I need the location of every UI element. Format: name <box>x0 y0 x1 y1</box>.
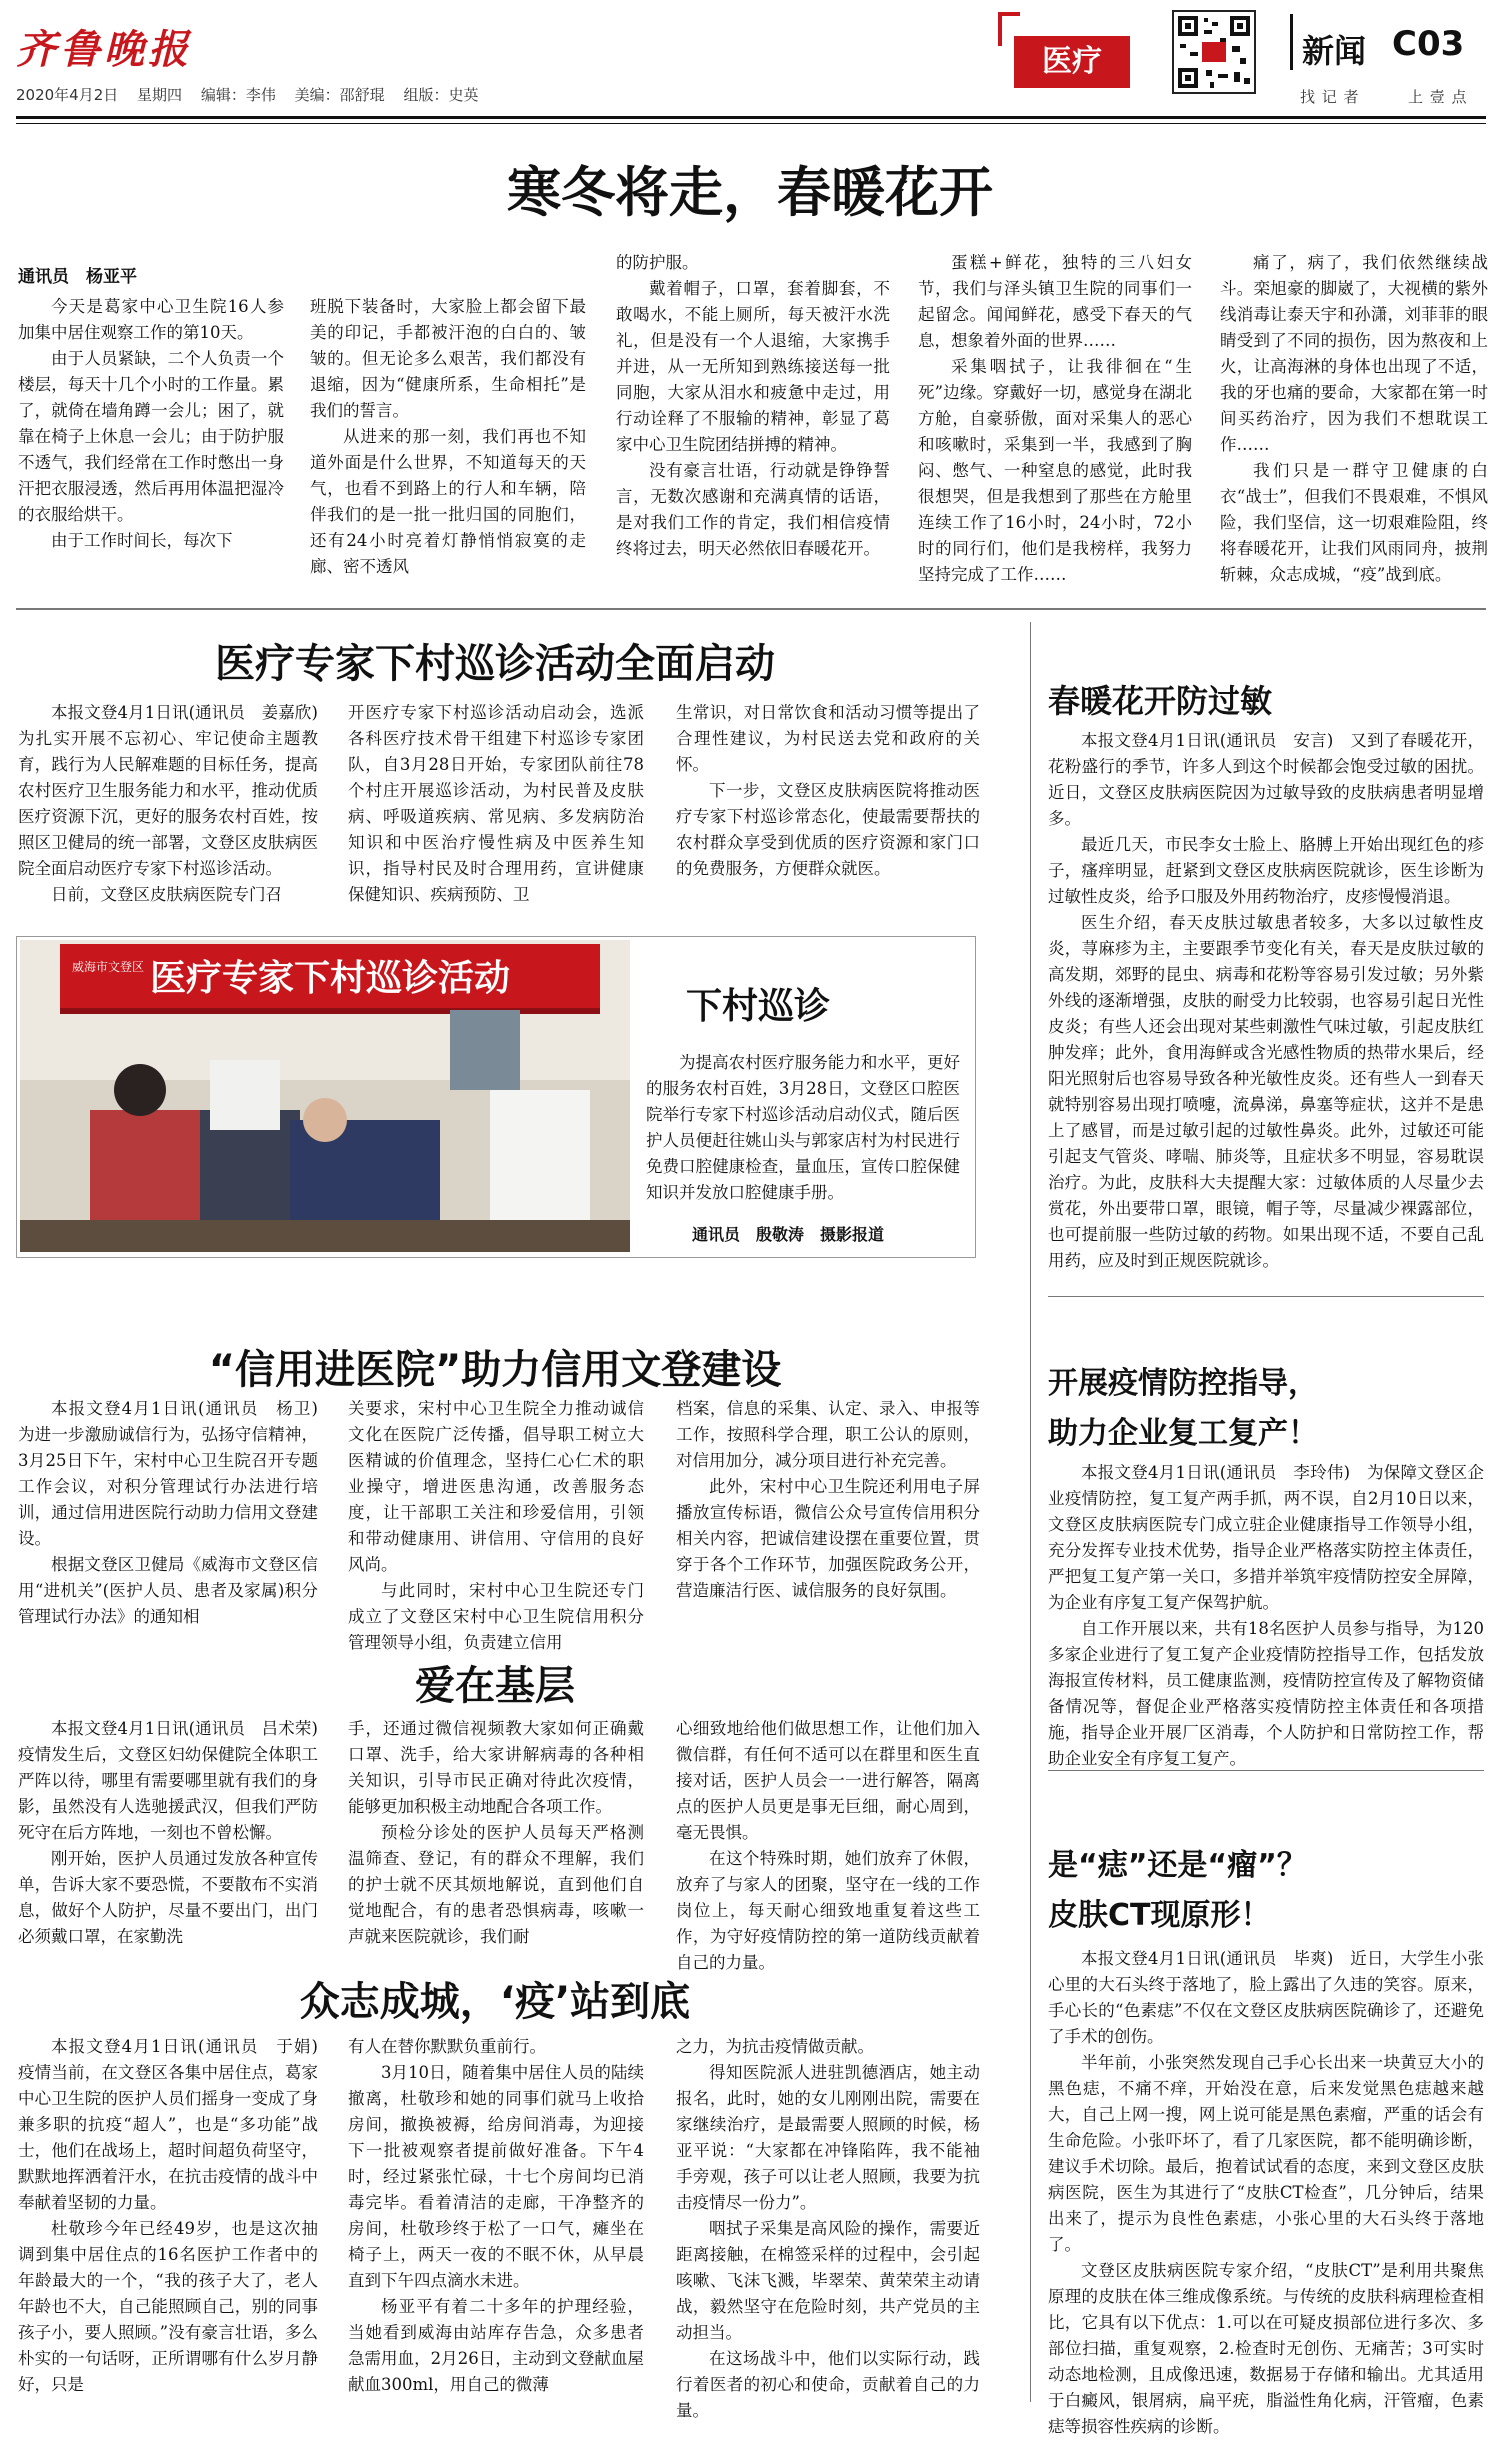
qr-code[interactable] <box>1172 10 1256 94</box>
issue-weekday: 星期四 <box>137 86 183 104</box>
headline-spring: 寒冬将走，春暖花开 <box>507 161 993 224</box>
designer-credit: 美编：邵舒琨 <box>294 86 385 104</box>
qr-code-icon <box>1174 12 1254 92</box>
united-col-3: 之力，为抗击疫情做贡献。 得知医院派人进驻凯德酒店，她主动报名，此时，她的女儿刚刚出院，需要在家继续治疗，是最需要人照顾的时候，杨亚平说：“大家都在冲锋陷阵，我不能袖手旁观，孩子可以让老人照顾，我要为抗击疫情尽一份力”。 咽拭子采集是高风险的操作，需要近距离接触，在棉签采样的过程中，会引起咳嗽、飞沫飞溅，毕翠荣、黄荣荣主动请战，毅然坚守在危险时刻，共产党员的主动担当。 在这场战斗中，他们以实际行动，践行着医者的初心和使命，贡献着自己的力量。 <box>676 2037 980 2420</box>
spring-col-2: 班脱下装备时，大家脸上都会留下最美的印记，手都被汗泡的白白的、皱皱的。但无论多么艰苦，我们都没有退缩，因为“健康所系，生命相托”是我们的誓言。 从进来的那一刻，我们再也不知道外面是什么世界，不知道每天的天气，也看不到路上的行人和车辆，陪伴我们的是一批一批归国的同胞们，还有24小时亮着灯静悄悄寂寞的走廊、密不透风 <box>310 297 586 576</box>
tour-col-2: 开医疗专家下村巡诊活动启动会，选派各科医疗技术骨干组建下村巡诊专家团队，自3月28日开始，专家团队前往78个村庄开展巡诊活动，为村民普及皮肤病、呼吸道疾病、常见病、多发病防治知识和中医治疗慢性病及中医养生知识，指导村民及时合理用药，宣讲健康保健知识、疾病预防、卫 <box>348 703 644 904</box>
photo-caption: 为提高农村医疗服务能力和水平，更好的服务农村百姓，3月28日，文登区口腔医院举行专家下村巡诊活动启动仪式，随后医护人员便赶往姚山头与郭家店村为村民进行免费口腔健康检查，量血压，宣传口腔保健知识并发放口腔健康手册。 <box>646 1053 960 1202</box>
section-divider-1 <box>16 608 1486 610</box>
byline-spring: 通讯员 杨亚平 <box>18 267 137 287</box>
headline-resume-l1: 开展疫情防控指导， <box>1048 1366 1318 1401</box>
photo-banner-text: 医疗专家下村巡诊活动 <box>150 958 511 999</box>
village-clinic-photo <box>20 940 630 1252</box>
header-rule-thin <box>16 123 1486 124</box>
credit-col-2: 关要求，宋村中心卫生院全力推动诚信文化在医院广泛传播，倡导职工树立大医精诚的价值理念，坚持仁心仁术的职业操守，增进医患沟通，改善服务态度，让干部职工关注和珍爱信用，引领和带动健康用、讲信用、守信用的良好风尚。 与此同时，宋村中心卫生院还专门成立了文登区宋村中心卫生院信用积分管理领导小组，负责建立信用 <box>348 1399 644 1652</box>
slogan-left: 找 记 者 <box>1300 88 1360 106</box>
tour-col-1: 本报文登4月1日讯(通讯员 姜嘉欣) 为扎实开展不忘初心、牢记使命主题教育，践行为人民解难题的目标任务，提高农村医疗卫生服务能力和水平，推动优质医疗资源下沉，更好的服务农村百姓，按照区卫健局的统一部署，文登区皮肤病医院全面启动医疗专家下村巡诊活动。 日前，文登区皮肤病医院专门召 <box>18 703 335 904</box>
united-col-2: 有人在替你默默负重前行。 3月10日，随着集中居住人员的陆续撤离，杜敬珍和她的同事们就马上收拾房间，撤换被褥，给房间消毒，为迎接下一批被观察者提前做好准备。下午4时，经过紧张忙碌，十七个房间均已消毒完毕。看着清洁的走廊，干净整齐的房间，杜敬珍终于松了一口气，瘫坐在椅子上，两天一夜的不眠不休，从早晨直到下午四点滴水未进。 杨亚平有着二十多年的护理经验，当她看到威海由站库存告急，众多患者急需用血，2月26日，主动到文登献血屋献血300ml，用自己的微薄 <box>348 2037 644 2394</box>
headline-resume-l2: 助力企业复工复产！ <box>1048 1416 1318 1451</box>
editor-credit: 编辑：李伟 <box>200 86 276 104</box>
header-rule <box>16 116 1486 119</box>
slogan-right: 上 壹 点 <box>1408 88 1468 106</box>
united-col-1: 本报文登4月1日讯(通讯员 于娟) 疫情当前，在文登区各集中居住点，葛家中心卫生院的医护人员们摇身一变成了身兼多职的抗疫“超人”，也是“多功能”战士，他们在战场上，超时间超负荷坚守，默默地挥洒着汗水，在抗击疫情的战斗中奉献着坚韧的力量。 杜敬珍今年已经49岁，也是这次抽调到集中居住点的16名医护工作者中的年龄最大的一个，“我的孩子大了，老人年龄也不大，自己能照顾自己，别的同事孩子小，要人照顾。”没有豪言壮语，多么朴实的一句话呀，正所谓哪有什么岁月静好，只是 <box>18 2037 335 2394</box>
headline-united: 众志成城，‘疫’站到底 <box>299 1979 691 2025</box>
masthead-logo: 齐鲁晚报 <box>16 26 192 73</box>
photo-credit: 通讯员 殷敬涛 摄影报道 <box>692 1225 885 1244</box>
section-news: 新闻 <box>1302 32 1367 70</box>
spring-col-5: 痛了，病了，我们依然继续战斗。栾旭豪的脚崴了，大视横的紫外线消毒让泰天宇和孙潇，刘菲菲的眼睛受到了不同的损伤，因为熬夜和上火，让高海淋的身体也出现了不适，我的牙也痛的要命，大家都在第一时间买药治疗，因为我们不想耽误工作…… 我们只是一群守卫健康的白衣“战士”，但我们不畏艰难，不惧风险，我们坚信，这一切艰难险阻，终将春暖花开，让我们风雨同舟，披荆斩棘，众志成城，“疫”战到底。 <box>1220 253 1488 584</box>
section-label: 医疗 <box>1014 36 1130 88</box>
headline-mole-l2: 皮肤CT现原形！ <box>1048 1898 1271 1933</box>
sidebar-rule-2 <box>1048 1770 1484 1771</box>
header-divider <box>1290 14 1293 70</box>
headline-allergy: 春暖花开防过敏 <box>1048 682 1273 720</box>
proof-credit: 组版：史英 <box>403 86 479 104</box>
allergy-body: 本报文登4月1日讯(通讯员 安言) 又到了春暖花开，花粉盛行的季节，许多人到这个时候都会饱受过敏的困扰。近日，文登区皮肤病医院因为过敏导致的皮肤病患者明显增多。 最近几天，市民李女士脸上、胳膊上开始出现红色的疹子，瘙痒明显，赶紧到文登区皮肤病医院就诊，医生诊断为过敏性皮炎，给予口服及外用药物治疗，皮疹慢慢消退。 医生介绍，春天皮肤过敏患者较多，大多以过敏性皮炎，荨麻疹为主，主要跟季节变化有关，春天是皮肤过敏的高发期，郊野的昆虫、病毒和花粉等容易引发过敏；另外紫外线的逐渐增强，皮肤的耐受力比较弱，也容易引起日光性皮炎；有些人还会出现对某些刺激性气味过敏，引起皮肤红肿发痒；此外，食用海鲜或含光感性物质的热带水果后，经阳光照射后也容易导致各种光敏性皮炎。还有些人一到春天就特别容易出现打喷嚏，流鼻涕，鼻塞等症状，这并不是患上了感冒，而是过敏引起的过敏性鼻炎。此外，过敏还可能引起支气管炎、哮喘、肺炎等，且症状多不明显，容易耽误治疗。为此，皮肤科大夫提醒大家：过敏体质的人尽量少去赏花，外出要带口罩，眼镜，帽子等，尽量减少裸露部位，也可提前服一些防过敏的药物。如果出现不适，不要自己乱用药，应及时到正规医院就诊。 <box>1048 731 1484 1270</box>
headline-credit: “信用进医院”助力信用文登建设 <box>208 1347 782 1393</box>
spring-col-3: 的防护服。 戴着帽子，口罩，套着脚套，不敢喝水，不能上厕所，每天被汗水洗礼，但是没有一个人退缩，大家携手并进，从一无所知到熟练接送每一批同胞，大家从泪水和疲惫中走过，用行动诠释了不服输的精神，彰显了葛家中心卫生院团结拼搏的精神。 没有豪言壮语，行动就是铮铮誓言，无数次感谢和充满真情的话语，是对我们工作的肯定，我们相信疫情终将过去，明天必然依旧春暖花开。 <box>616 253 890 558</box>
grassroots-col-3: 心细致地给他们做思想工作，让他们加入微信群，有任何不适可以在群里和医生直接对话，医护人员会一一进行解答，隔离点的医护人员更是事无巨细，耐心周到，毫无畏惧。 在这个特殊时期，她们放弃了休假，放弃了与家人的团聚，坚守在一线的工作岗位上，每天耐心细致地重复着这些工作，为守好疫情防控的第一道防线贡献着自己的力量。 <box>676 1719 980 1972</box>
photo-title: 下村巡诊 <box>686 986 831 1027</box>
sidebar-divider <box>1030 622 1031 2402</box>
page-number: C03 <box>1392 24 1465 64</box>
resume-body: 本报文登4月1日讯(通讯员 李玲伟) 为保障文登区企业疫情防控，复工复产两手抓，两不误，自2月10日以来，文登区皮肤病医院专门成立驻企业健康指导工作领导小组，充分发挥专业技术优势，指导企业严格落实防控主体责任，严把复工复产第一关口，多措并举筑牢疫情防控安全屏障，为企业有序复工复产保驾护航。 自工作开展以来，共有18名医护人员参与指导，为120多家企业进行了复工复产企业疫情防控指导工作，包括发放海报宣传材料，员工健康监测，疫情防控宣传及了解物资储备情况等，督促企业严格落实疫情防控主体责任和各项措施，指导企业开展厂区消毒，个人防护和日常防控工作，帮助企业安全有序复工复产。 <box>1048 1463 1484 1768</box>
issue-info <box>16 84 492 105</box>
headline-mole-l1: 是“痣”还是“瘤”？ <box>1048 1848 1307 1883</box>
credit-col-3: 档案，信息的采集、认定、录入、申报等工作，按照科学合理，职工公认的原则，对信用加分，减分项目进行补充完善。 此外，宋村中心卫生院还利用电子屏播放宣传标语，微信公众号宣传信用积分相关内容，把诚信建设摆在重要位置，贯穿于各个工作环节，加强医院政务公开，营造廉洁行医、诚信服务的良好氛围。 <box>676 1399 980 1600</box>
credit-col-1: 本报文登4月1日讯(通讯员 杨卫) 为进一步激励诚信行为，弘扬守信精神，3月25日下午，宋村中心卫生院召开专题工作会议，对积分管理试行办法进行培训，通过信用进医院行动助力信用文登建设。 根据文登区卫健局《威海市文登区信用“进机关”(医护人员、患者及家属)积分管理试行办法》的通知相 <box>18 1399 335 1626</box>
headline-grassroots: 爱在基层 <box>415 1663 575 1709</box>
grassroots-col-1: 本报文登4月1日讯(通讯员 吕术荣) 疫情发生后，文登区妇幼保健院全体职工严阵以待，哪里有需要哪里就有我们的身影，虽然没有人选驰援武汉，但我们严防死守在后方阵地，一刻也不曾松懈。 刚开始，医护人员通过发放各种宣传单，告诉大家不要恐慌，不要散布不实消息，做好个人防护，尽量不要出门，出门必须戴口罩，在家勤洗 <box>18 1719 335 1946</box>
photo-banner-small: 威海市文登区 <box>72 960 145 974</box>
issue-date: 2020年4月2日 <box>16 86 119 104</box>
tour-col-3: 生常识，对日常饮食和活动习惯等提出了合理性建议，为村民送去党和政府的关怀。 下一步，文登区皮肤病医院将推动医疗专家下村巡诊常态化，使最需要帮扶的农村群众享受到优质的医疗资源和家门口的免费服务，方便群众就医。 <box>676 703 980 878</box>
headline-tour: 医疗专家下村巡诊活动全面启动 <box>215 641 775 687</box>
spring-col-4: 蛋糕+鲜花，独特的三八妇女节，我们与泽头镇卫生院的同事们一起留念。闻闻鲜花，感受下春天的气息，想象着外面的世界…… 采集咽拭子，让我徘徊在“生死”边缘。穿戴好一切，感觉身在湖北方舱，自豪骄傲，面对采集人的恶心和咳嗽时，采集到一半，我感到了胸闷、憋气、一种窒息的感觉，此时我很想哭，但是我想到了那些在方舱里连续工作了16小时，24小时，72小时的同行们，他们是我榜样，我努力坚持完成了工作…… <box>918 253 1192 584</box>
spring-col-1: 今天是葛家中心卫生院16人参加集中居住观察工作的第10天。 由于人员紧缺，二个人负责一个楼层，每天十几个小时的工作量。累了，就倚在墙角蹲一会儿；困了，就靠在椅子上休息一会儿；由于防护服不透气，我们经常在工作时憋出一身汗把衣服浸透，然后再用体温把湿冷的衣服给烘干。 由于工作时间长，每次下 <box>18 297 284 550</box>
sidebar-rule-1 <box>1048 1296 1484 1297</box>
grassroots-col-2: 手，还通过微信视频教大家如何正确戴口罩、洗手，给大家讲解病毒的各种相关知识，引导市民正确对待此次疫情，能够更加积极主动地配合各项工作。 预检分诊处的医护人员每天严格测温筛查、登记，有的群众不理解，我们的护士就不厌其烦地解说，直到他们自觉地配合，有的患者恐惧病毒，咳嗽一声就来医院就诊，我们耐 <box>348 1719 644 1946</box>
mole-body: 本报文登4月1日讯(通讯员 毕爽) 近日，大学生小张心里的大石头终于落地了，脸上露出了久违的笑容。原来，手心长的“色素痣”不仅在文登区皮肤病医院确诊了，还避免了手术的创伤。 半年前，小张突然发现自己手心长出来一块黄豆大小的黑色痣，不痛不痒，开始没在意，后来发觉黑色痣越来越大，自己上网一搜，网上说可能是黑色素瘤，严重的话会有生命危险。小张吓坏了，看了几家医院，都不能明确诊断，建议手术切除。最后，抱着试试看的态度，来到文登区皮肤病医院，医生为其进行了“皮肤CT检查”，几分钟后，结果出来了，提示为良性色素痣，小张心里的大石头终于落地了。 文登区皮肤病医院专家介绍，“皮肤CT”是利用共聚焦原理的皮肤在体三维成像系统。与传统的皮肤科病理检查相比，它具有以下优点：1.可以在可疑皮损部位进行多次、多部位扫描，重复观察，2.检查时无创伤、无痛苦；3可实时动态地检测，且成像迅速，数据易于存储和输出。尤其适用于白癜风，银屑病，扁平疣，脂溢性角化病，汗管瘤，色素痣等损容性疾病的诊断。 <box>1048 1949 1484 2436</box>
